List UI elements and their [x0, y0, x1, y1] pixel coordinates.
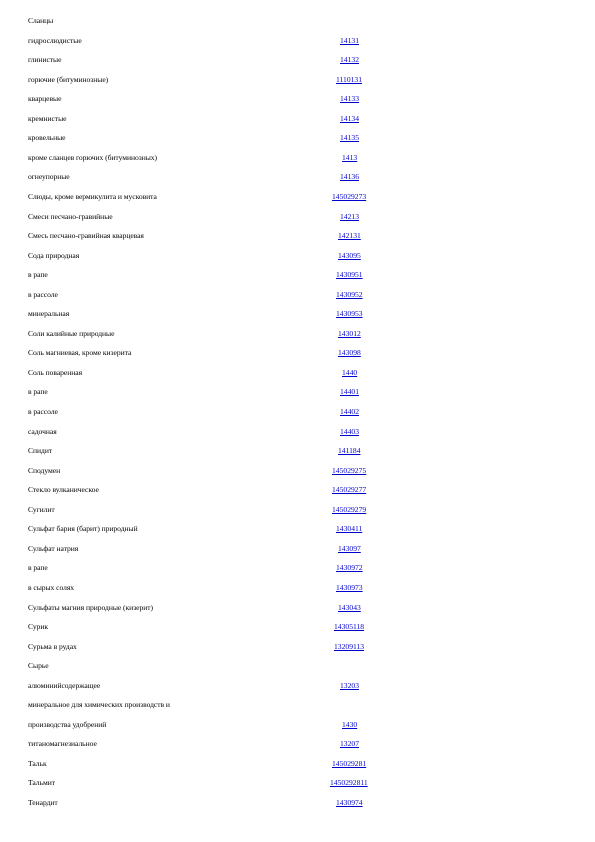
index-term: Сульфат бария (барит) природный: [28, 524, 138, 534]
index-term: огнеупорные: [28, 172, 70, 182]
index-term: Смеси песчано-гравийные: [28, 211, 113, 221]
index-row: [0, 718, 595, 732]
index-term: в рапе: [28, 387, 48, 397]
index-code-link[interactable]: 14135: [340, 133, 359, 143]
index-row: [0, 522, 595, 536]
index-row: [0, 620, 595, 634]
index-term: в сырых солях: [28, 582, 75, 592]
index-term: Сугилит: [28, 504, 55, 514]
index-code-link[interactable]: 145029279: [332, 504, 367, 514]
index-row: [0, 92, 595, 106]
index-code-link[interactable]: 143095: [338, 250, 361, 260]
index-row: [0, 796, 595, 810]
index-row: [0, 659, 595, 673]
index-code-link[interactable]: 1450292811: [330, 778, 368, 788]
index-code-link[interactable]: 145029275: [332, 465, 367, 475]
index-row: [0, 366, 595, 380]
index-row: [0, 757, 595, 771]
index-term: алюминийсодержащее: [28, 680, 101, 690]
index-row: [0, 151, 595, 165]
index-code-link[interactable]: 14401: [340, 387, 359, 397]
index-row: [0, 698, 595, 712]
index-code-link[interactable]: 145029273: [332, 191, 367, 201]
index-term: в рапе: [28, 270, 48, 280]
index-row: [0, 737, 595, 751]
index-term: Тенардит: [28, 798, 58, 807]
index-code-link[interactable]: 14305118: [334, 622, 365, 632]
index-term: Стекло вулканическое: [28, 485, 99, 495]
index-term: Слюды, кроме вермикулита и мусковита: [28, 191, 157, 201]
index-row: [0, 581, 595, 595]
index-code-link[interactable]: 143098: [338, 348, 361, 358]
index-row: [0, 385, 595, 399]
index-code-link[interactable]: 145029277: [332, 485, 367, 495]
index-row: [0, 346, 595, 360]
index-code-link[interactable]: 1430974: [336, 798, 363, 807]
index-row: [0, 464, 595, 478]
index-term: производства удобрений: [28, 719, 107, 729]
index-code-link[interactable]: 143012: [338, 328, 361, 338]
index-row: [0, 229, 595, 243]
index-term: в рассоле: [28, 289, 58, 299]
index-code-link[interactable]: 13209113: [334, 641, 365, 651]
index-code-link[interactable]: 143097: [338, 543, 361, 553]
index-row: [0, 131, 595, 145]
index-term: кварцевые: [28, 94, 62, 104]
index-term: титаномагнезиальное: [28, 739, 97, 749]
index-term: Сурьма в рудах: [28, 641, 77, 651]
index-code-link[interactable]: 1413: [342, 152, 358, 162]
index-term: садочная: [28, 426, 57, 436]
index-row: [0, 425, 595, 439]
index-row: [0, 112, 595, 126]
index-term: Соль поваренная: [28, 367, 83, 377]
index-term: Соль магниевая, кроме кизерита: [28, 348, 132, 358]
index-code-link[interactable]: 1430411: [336, 524, 363, 534]
index-row: [0, 268, 595, 282]
index-code-link[interactable]: 14403: [340, 426, 359, 436]
index-row: [0, 444, 595, 458]
index-term: Сланцы: [28, 16, 54, 25]
index-row: [0, 679, 595, 693]
index-row: [0, 73, 595, 87]
index-term: Сульфат натрия: [28, 543, 79, 553]
index-code-link[interactable]: 14136: [340, 172, 359, 182]
index-row: [0, 503, 595, 517]
index-code-link[interactable]: 14133: [340, 94, 359, 104]
index-row: [0, 640, 595, 654]
index-code-link[interactable]: 1430972: [336, 563, 363, 573]
index-term: в рассоле: [28, 407, 58, 416]
index-row: [0, 776, 595, 790]
index-code-link[interactable]: 141184: [338, 446, 361, 456]
index-code-link[interactable]: 143043: [338, 602, 361, 612]
index-row: [0, 601, 595, 615]
index-code-link[interactable]: 14132: [340, 55, 359, 65]
index-code-link[interactable]: 13207: [340, 739, 359, 749]
index-term: Сырье: [28, 661, 49, 671]
index-code-link[interactable]: 145029281: [332, 758, 367, 768]
index-row: [0, 53, 595, 67]
index-row: [0, 327, 595, 341]
index-term: Тальмит: [28, 778, 55, 788]
index-term: глинистые: [28, 55, 62, 65]
index-code-link[interactable]: 14213: [340, 211, 359, 221]
index-row: [0, 190, 595, 204]
index-code-link[interactable]: 1440: [342, 367, 358, 377]
index-code-link[interactable]: 1430953: [336, 309, 363, 319]
index-code-link[interactable]: 142131: [338, 231, 361, 241]
index-row: [0, 170, 595, 184]
index-code-link[interactable]: 1430973: [336, 582, 363, 592]
index-code-link[interactable]: 1430: [342, 719, 358, 729]
index-term: Сульфаты магния природные (кизерит): [28, 602, 153, 612]
index-term: Смесь песчано-гравийная кварцевая: [28, 231, 144, 241]
index-term: минеральная: [28, 309, 70, 319]
index-term: минеральное для химических производств и: [28, 700, 170, 710]
index-term: Соли калийные природные: [28, 328, 115, 338]
index-code-link[interactable]: 14131: [340, 35, 359, 45]
index-row: [0, 210, 595, 224]
index-code-link[interactable]: 14134: [340, 113, 359, 123]
index-row: [0, 307, 595, 321]
index-term: кроме сланцев горючих (битуминозных): [28, 152, 157, 162]
index-term: в рапе: [28, 563, 48, 573]
index-code-link[interactable]: 1430952: [336, 289, 363, 299]
index-code-link[interactable]: 13203: [340, 680, 359, 690]
index-row: [0, 542, 595, 556]
index-row: [0, 249, 595, 263]
index-term: кровельные: [28, 133, 66, 143]
index-term: кремнистые: [28, 113, 67, 123]
index-row: [0, 405, 595, 419]
index-term: Сурик: [28, 622, 48, 632]
index-term: Сподумен: [28, 465, 61, 475]
index-code-link[interactable]: 1110131: [336, 74, 363, 84]
index-term: Сода природная: [28, 250, 80, 260]
index-row: [0, 288, 595, 302]
index-term: Спидит: [28, 446, 53, 456]
index-code-link[interactable]: 1430951: [336, 270, 363, 280]
index-row: [0, 14, 595, 28]
index-code-link[interactable]: 14402: [340, 407, 359, 416]
index-term: гидрослюдистые: [28, 35, 82, 45]
index-term: Тальк: [28, 758, 47, 768]
index-row: [0, 34, 595, 48]
index-term: горючие (битуминозные): [28, 74, 109, 84]
index-row: [0, 483, 595, 497]
index-row: [0, 561, 595, 575]
